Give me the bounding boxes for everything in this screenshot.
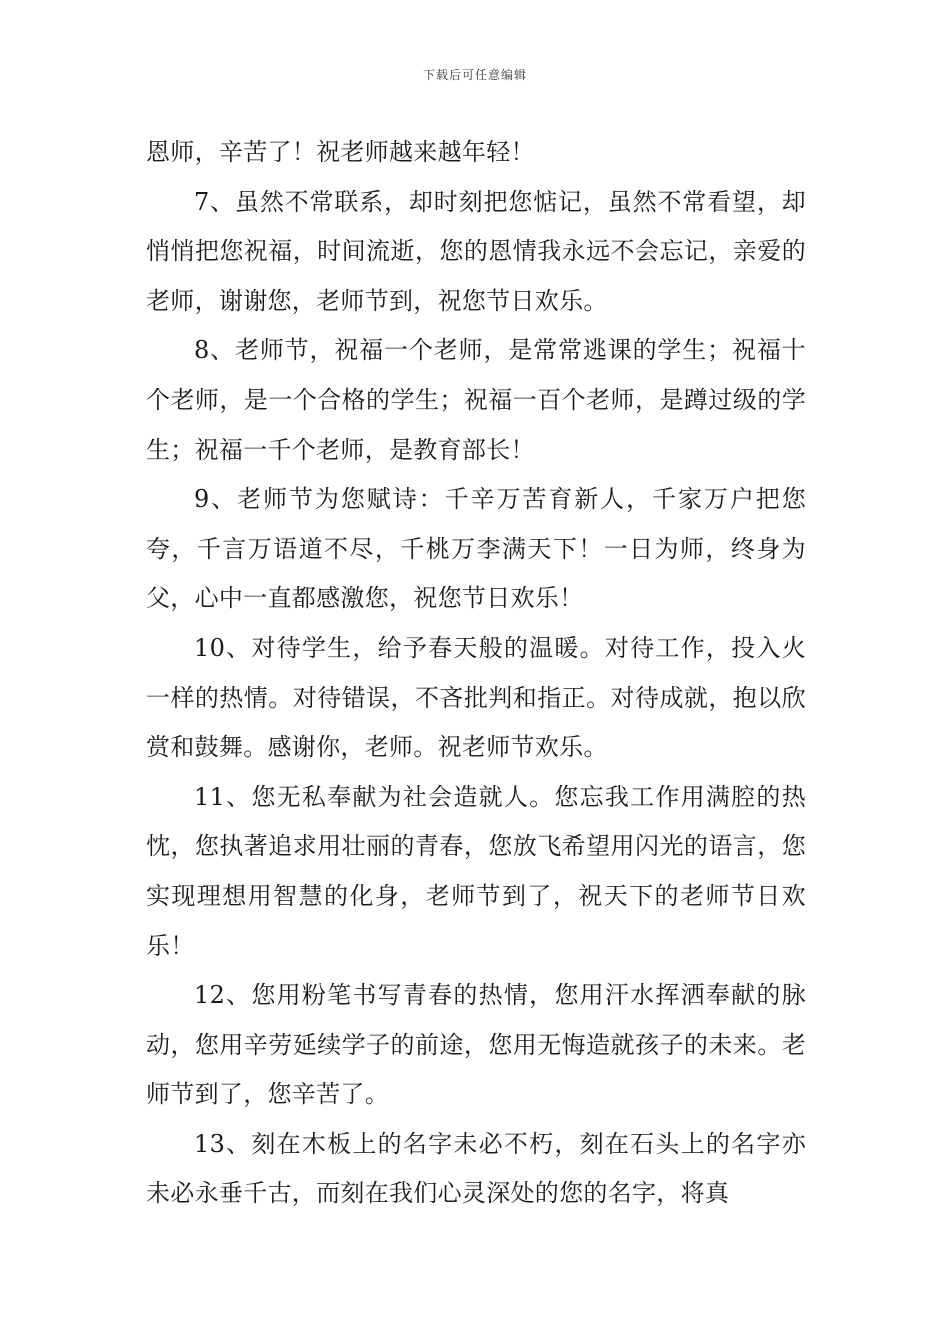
- paragraph-9: 9、老师节为您赋诗：千辛万苦育新人，千家万户把您夸，千言万语道不尽，千桃万李满天下！一日为师，终身为父，心中一直都感激您，祝您节日欢乐！: [146, 485, 806, 613]
- page-header: 下载后可任意编辑: [422, 68, 527, 82]
- paragraph-12: 12、您用粉笔书写青春的热情，您用汗水挥洒奉献的脉动，您用辛劳延续学子的前途，您用无悔造就孩子的未来。老师节到了，您辛苦了。: [146, 981, 806, 1109]
- paragraph-10: 10、对待学生，给予春天般的温暖。对待工作，投入火一样的热情。对待错误，不吝批判和指正。对待成就，抱以欣赏和鼓舞。感谢你，老师。祝老师节欢乐。: [146, 633, 806, 762]
- paragraph-7: 7、虽然不常联系，却时刻把您惦记，虽然不常看望，却悄悄把您祝福，时间流逝，您的恩情我永远不会忘记，亲爱的老师，谢谢您，老师节到，祝您节日欢乐。: [146, 187, 806, 315]
- document-body: [146, 128, 806, 1219]
- paragraph-8: 8、老师节，祝福一个老师，是常常逃课的学生；祝福十个老师，是一个合格的学生；祝福一百个老师，是蹲过级的学生；祝福一千个老师，是教育部长！: [146, 336, 806, 464]
- paragraph-11: 11、您无私奉献为社会造就人。您忘我工作用满腔的热忱，您执著追求用壮丽的青春，您放飞希望用闪光的语言，您实现理想用智慧的化身，老师节到了，祝天下的老师节日欢乐！: [146, 782, 806, 960]
- paragraph-13: 13、刻在木板上的名字未必不朽，刻在石头上的名字亦未必永垂千古，而刻在我们心灵深处的您的名字，将真: [146, 1129, 806, 1208]
- paragraph-continuation: 恩师，辛苦了！祝老师越来越年轻！: [146, 138, 535, 166]
